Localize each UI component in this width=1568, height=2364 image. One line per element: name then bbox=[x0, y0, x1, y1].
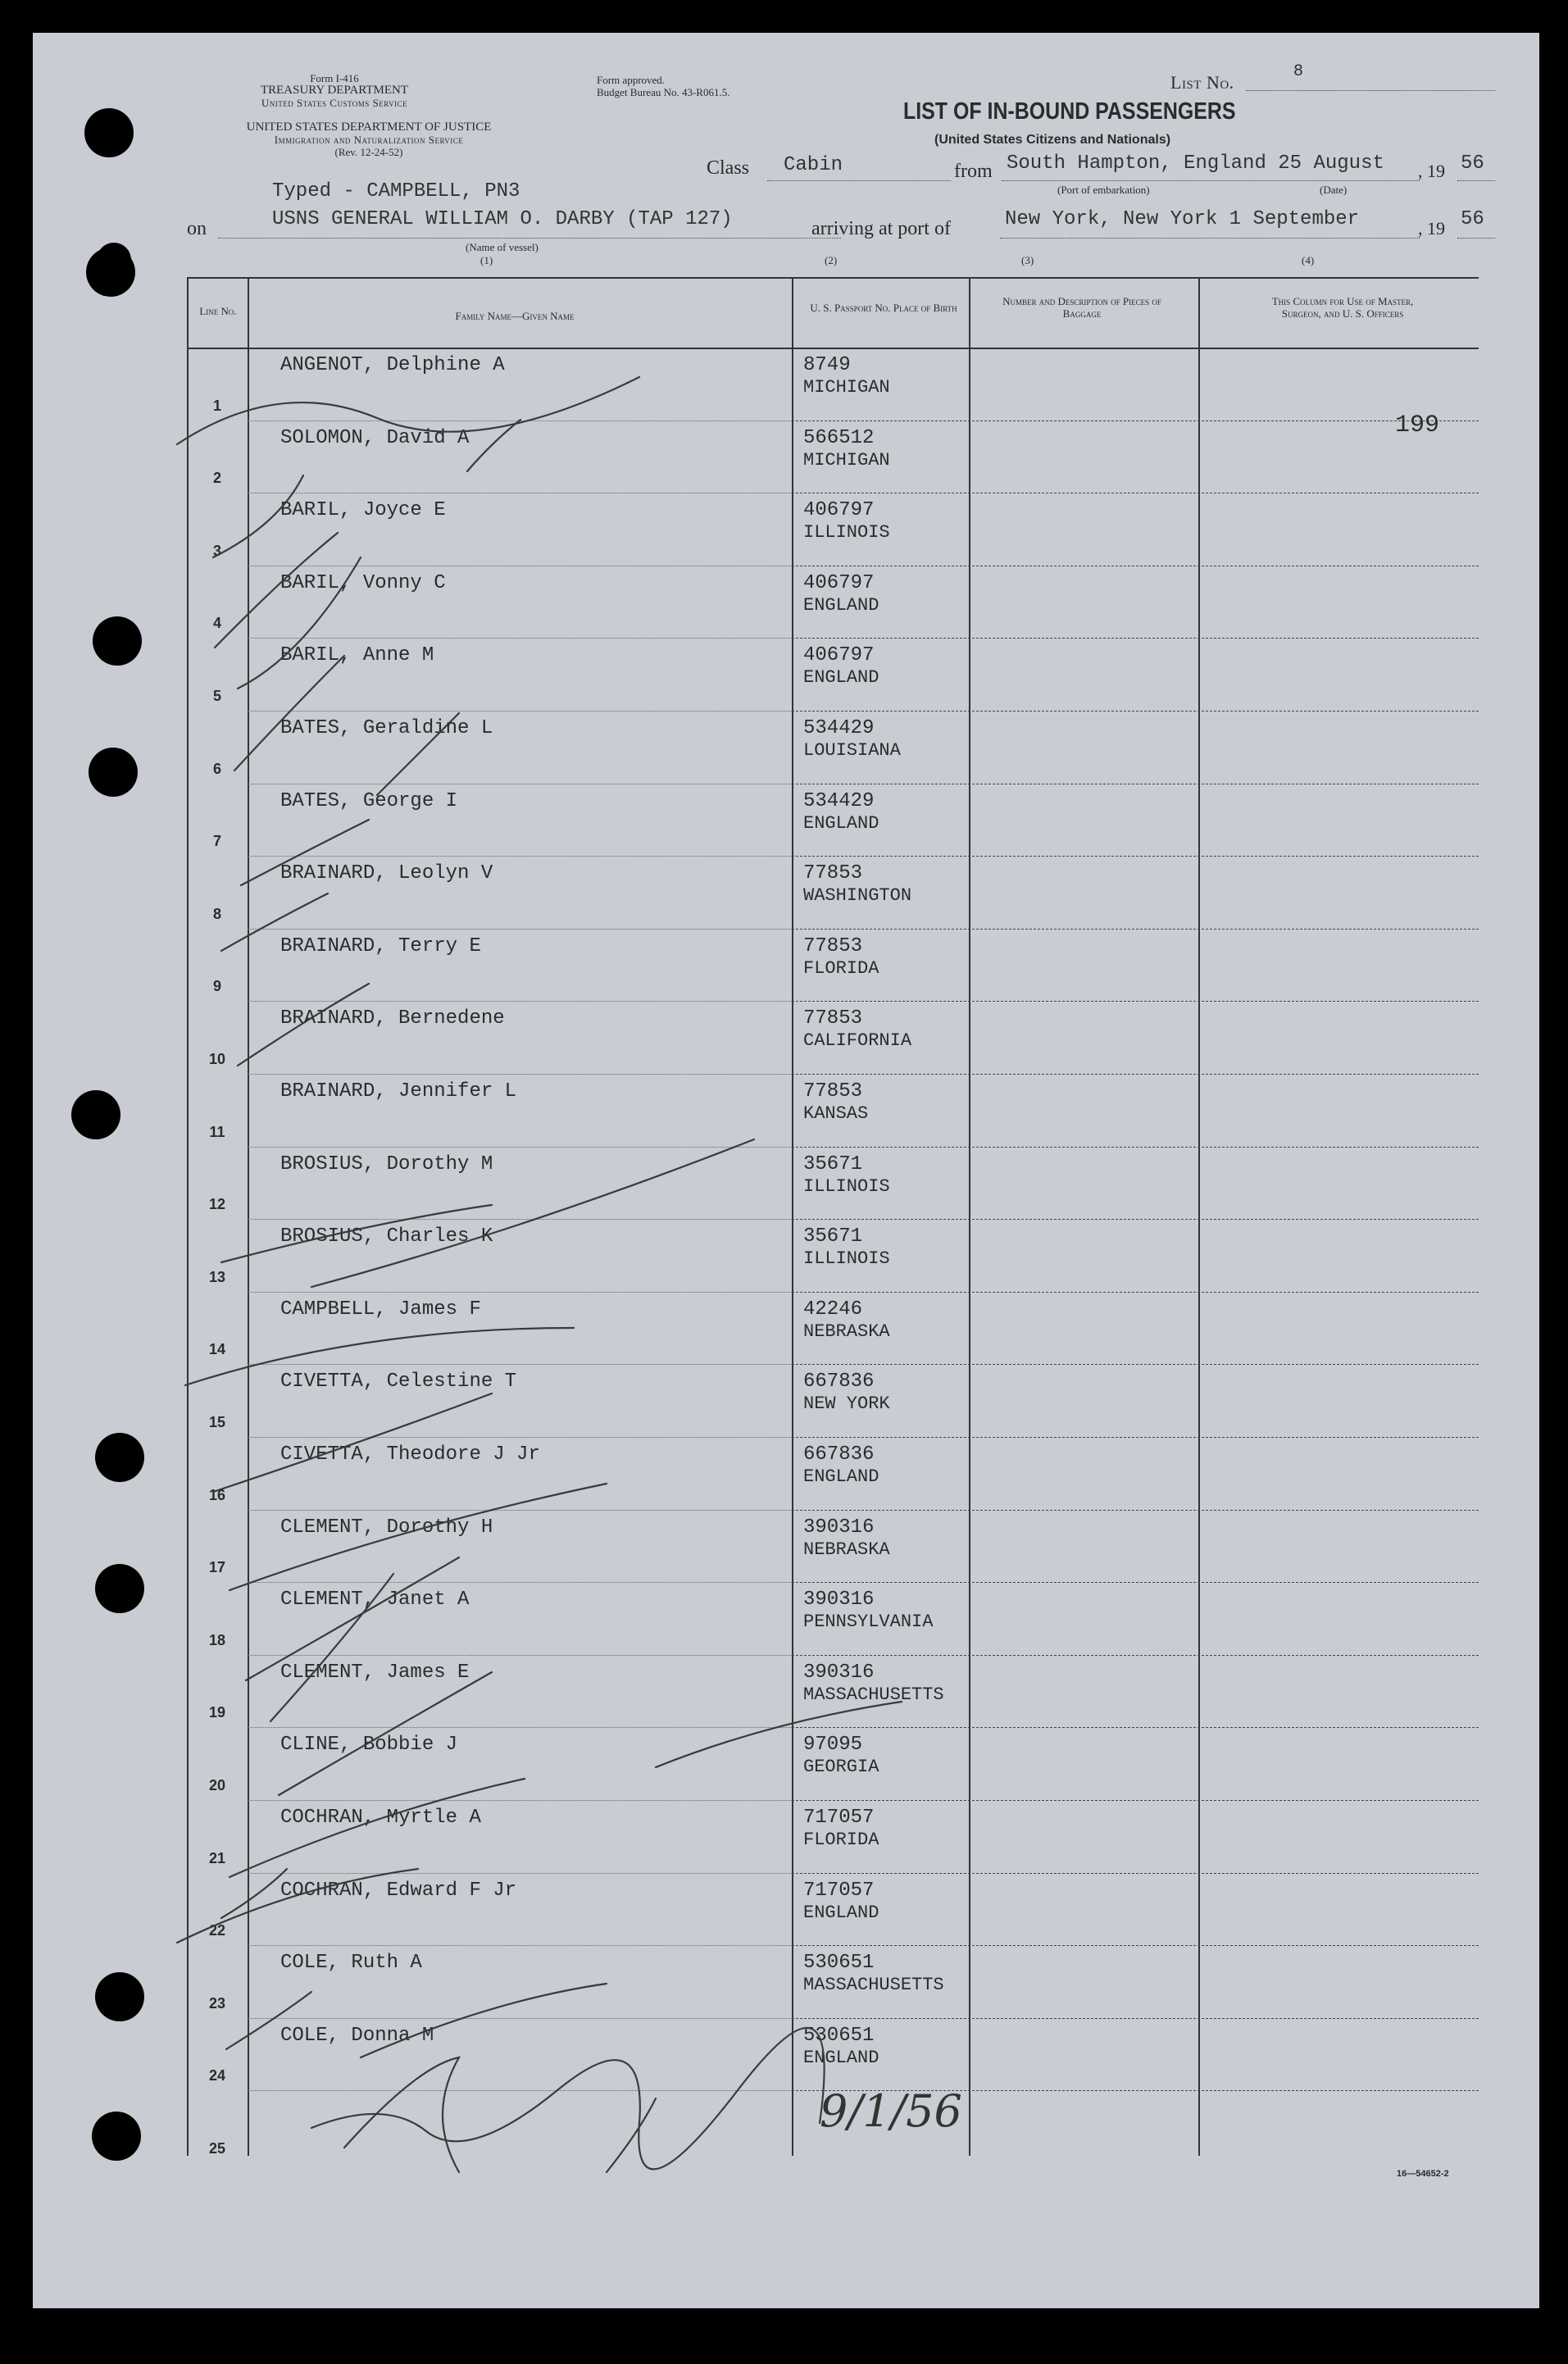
arrival-year: 56 bbox=[1461, 208, 1484, 230]
line-number: 14 bbox=[208, 1341, 226, 1358]
place-of-birth: GEORGIA bbox=[803, 1757, 879, 1778]
place-of-birth: NEW YORK bbox=[803, 1393, 890, 1415]
passport-number: 717057 bbox=[803, 1879, 875, 1902]
passenger-name: BARIL, Joyce E bbox=[280, 499, 446, 522]
passenger-name: BRAINARD, Terry E bbox=[280, 934, 481, 957]
from-label: from bbox=[954, 161, 993, 182]
class-value: Cabin bbox=[784, 154, 843, 176]
passenger-name: COLE, Ruth A bbox=[280, 1952, 422, 1975]
arriving-col-number: (2) bbox=[825, 254, 838, 266]
passenger-name: CAMPBELL, James F bbox=[280, 1298, 481, 1321]
passenger-name: BARIL, Anne M bbox=[280, 644, 434, 667]
place-of-birth: KANSAS bbox=[803, 1103, 869, 1124]
page-subtitle: (United States Citizens and Nationals) bbox=[934, 133, 1171, 147]
passenger-name: ANGENOT, Delphine A bbox=[280, 354, 505, 376]
line-number: 10 bbox=[208, 1050, 226, 1067]
passport-number: 77853 bbox=[803, 862, 863, 885]
place-of-birth: ENGLAND bbox=[803, 1902, 879, 1923]
check-mark bbox=[213, 1393, 492, 1492]
arrival-year-prefix: , 19 bbox=[1418, 218, 1445, 239]
passenger-name: BRAINARD, Jennifer L bbox=[280, 1080, 517, 1102]
place-of-birth: NEBRASKA bbox=[803, 1321, 890, 1342]
check-mark bbox=[230, 1779, 525, 1877]
line-number: 8 bbox=[212, 905, 221, 922]
place-of-birth: ENGLAND bbox=[803, 1466, 879, 1487]
place-of-birth: LOUISIANA bbox=[803, 740, 901, 761]
check-mark bbox=[221, 893, 328, 951]
place-of-birth: MASSACHUSETTS bbox=[803, 1684, 944, 1705]
from-year-prefix: , 19 bbox=[1418, 161, 1445, 181]
place-of-birth: MICHIGAN bbox=[803, 449, 890, 471]
vessel-value: USNS GENERAL WILLIAM O. DARBY (TAP 127) bbox=[272, 208, 733, 230]
line-number: 1 bbox=[212, 397, 221, 414]
line-number: 5 bbox=[212, 687, 221, 704]
passport-number: 390316 bbox=[803, 1516, 875, 1539]
place-of-birth: FLORIDA bbox=[803, 1830, 879, 1850]
passenger-name: BATES, George I bbox=[280, 789, 458, 812]
list-no-value: 8 bbox=[1293, 62, 1304, 81]
place-of-birth: ILLINOIS bbox=[803, 1248, 890, 1270]
line-number: 21 bbox=[208, 1849, 226, 1866]
form-approval: Form approved. Budget Bureau No. 43-R061.5. bbox=[597, 74, 730, 98]
passenger-name: COCHRAN, Myrtle A bbox=[280, 1807, 481, 1829]
passport-number: 717057 bbox=[803, 1807, 875, 1829]
place-of-birth: FLORIDA bbox=[803, 957, 879, 979]
check-mark bbox=[656, 1702, 902, 1767]
check-mark bbox=[361, 1984, 607, 2057]
passport-number: 530651 bbox=[803, 1952, 875, 1975]
check-mark bbox=[311, 1139, 754, 1287]
embark-caption: (Port of embarkation) bbox=[1057, 184, 1150, 196]
date-caption: (Date) bbox=[1320, 184, 1348, 196]
line-number: 22 bbox=[208, 1922, 226, 1939]
passenger-name: CLEMENT, Janet A bbox=[280, 1589, 470, 1612]
passport-number: 77853 bbox=[803, 934, 863, 957]
col-header-passport: U. S. Passport No. Place of Birth bbox=[810, 302, 957, 314]
line-number: 3 bbox=[212, 542, 221, 559]
check-mark bbox=[238, 984, 369, 1066]
page-title: LIST OF IN-BOUND PASSENGERS bbox=[903, 98, 1236, 125]
check-mark bbox=[226, 1992, 311, 2049]
check-mark bbox=[238, 557, 361, 689]
place-of-birth: ENGLAND bbox=[803, 812, 879, 834]
line-number: 11 bbox=[209, 1123, 225, 1140]
col3-number: (3) bbox=[1021, 254, 1034, 266]
footer-code: 16—54652-2 bbox=[1397, 2169, 1449, 2179]
class-label: Class bbox=[707, 157, 750, 179]
place-of-birth: CALIFORNIA bbox=[803, 1030, 912, 1052]
line-number: 18 bbox=[208, 1631, 226, 1648]
signature-scrawl bbox=[607, 2098, 656, 2172]
arriving-label: arriving at port of bbox=[811, 218, 951, 239]
check-mark bbox=[213, 475, 303, 557]
place-of-birth: MICHIGAN bbox=[803, 377, 890, 398]
signature-date: 9/1/56 bbox=[820, 2085, 962, 2137]
handwritten-marks bbox=[33, 33, 1539, 2308]
place-of-birth: ILLINOIS bbox=[803, 522, 890, 543]
passport-number: 42246 bbox=[803, 1298, 863, 1321]
passenger-name: BROSIUS, Dorothy M bbox=[280, 1152, 493, 1175]
line-number: 12 bbox=[208, 1196, 226, 1213]
passport-number: 390316 bbox=[803, 1589, 875, 1612]
place-of-birth: WASHINGTON bbox=[803, 885, 912, 907]
check-mark bbox=[234, 656, 344, 771]
line-number: 23 bbox=[208, 1994, 226, 2012]
check-mark bbox=[185, 1328, 574, 1385]
passenger-name: BROSIUS, Charles K bbox=[280, 1225, 493, 1248]
check-mark bbox=[377, 713, 459, 795]
check-mark bbox=[241, 820, 369, 885]
passenger-name: BATES, Geraldine L bbox=[280, 717, 493, 739]
signature-scrawl bbox=[311, 2028, 825, 2169]
check-mark bbox=[177, 1869, 418, 1943]
passport-number: 390316 bbox=[803, 1661, 875, 1684]
passenger-name: SOLOMON, David A bbox=[280, 426, 470, 449]
check-mark bbox=[230, 1484, 607, 1590]
passenger-name: COCHRAN, Edward F Jr bbox=[280, 1879, 517, 1902]
line-number: 6 bbox=[212, 760, 221, 777]
form-number: Form I-416 TREASURY DEPARTMENT United States Customs Service bbox=[260, 72, 409, 109]
passenger-manifest-page bbox=[33, 33, 1539, 2308]
check-mark bbox=[279, 1672, 492, 1795]
passenger-name: CLINE, Bobbie J bbox=[280, 1734, 458, 1757]
vessel-caption: (Name of vessel) bbox=[466, 241, 539, 253]
line-number: 17 bbox=[208, 1559, 226, 1576]
line-number: 16 bbox=[208, 1486, 226, 1503]
typed-note: Typed - CAMPBELL, PN3 bbox=[272, 180, 520, 202]
passport-number: 534429 bbox=[803, 789, 875, 812]
line-number: 4 bbox=[212, 615, 221, 632]
passenger-name: BRAINARD, Bernedene bbox=[280, 1007, 505, 1030]
passenger-name: CLEMENT, Dorothy H bbox=[280, 1516, 493, 1539]
place-of-birth: PENNSYLVANIA bbox=[803, 1612, 934, 1633]
line-number: 7 bbox=[212, 833, 221, 850]
check-mark bbox=[246, 1557, 459, 1680]
passenger-name: CLEMENT, James E bbox=[280, 1661, 470, 1684]
place-of-birth: ENGLAND bbox=[803, 594, 879, 616]
place-of-birth: ILLINOIS bbox=[803, 1175, 890, 1197]
place-of-birth: NEBRASKA bbox=[803, 1539, 890, 1560]
passport-number: 530651 bbox=[803, 2024, 875, 2047]
passport-number: 35671 bbox=[803, 1152, 863, 1175]
passport-number: 406797 bbox=[803, 499, 875, 522]
place-of-birth: ENGLAND bbox=[803, 2047, 879, 2068]
passenger-name: BARIL, Vonny C bbox=[280, 571, 446, 594]
line-number: 24 bbox=[208, 2067, 226, 2084]
passenger-name: CIVETTA, Celestine T bbox=[280, 1371, 517, 1393]
line-number: 15 bbox=[208, 1413, 226, 1430]
doj-block: UNITED STATES DEPARTMENT OF JUSTICE Immigration and Naturalization Service (Rev. 12-24-52) bbox=[246, 120, 492, 158]
line-number: 13 bbox=[208, 1268, 226, 1285]
col-header-baggage: Number and Description of Pieces of Baggage bbox=[1002, 295, 1161, 320]
passenger-name: BRAINARD, Leolyn V bbox=[280, 862, 493, 885]
embark-year: 56 bbox=[1461, 152, 1484, 175]
passport-number: 667836 bbox=[803, 1371, 875, 1393]
list-no-label: List No. bbox=[1170, 72, 1234, 93]
passport-number: 35671 bbox=[803, 1225, 863, 1248]
col4-number: (4) bbox=[1302, 254, 1315, 266]
col-header-officers: This Column for Use of Master, Surgeon, and U. S. Officers bbox=[1271, 295, 1414, 320]
officer-note: 199 bbox=[1395, 411, 1440, 439]
arrival-value: New York, New York 1 September bbox=[1005, 208, 1360, 230]
place-of-birth: MASSACHUSETTS bbox=[803, 1975, 944, 1996]
line-number: 19 bbox=[208, 1704, 226, 1721]
passport-number: 667836 bbox=[803, 1443, 875, 1466]
passport-number: 566512 bbox=[803, 426, 875, 449]
passenger-name: COLE, Donna M bbox=[280, 2024, 434, 2047]
line-number: 20 bbox=[208, 1776, 226, 1793]
passport-number: 77853 bbox=[803, 1007, 863, 1030]
line-number: 25 bbox=[208, 2139, 226, 2157]
col-header-line-no: Line No. bbox=[199, 305, 237, 317]
passport-number: 8749 bbox=[803, 354, 851, 376]
passport-number: 406797 bbox=[803, 644, 875, 667]
passport-number: 534429 bbox=[803, 717, 875, 739]
check-mark bbox=[215, 533, 338, 648]
place-of-birth: ENGLAND bbox=[803, 667, 879, 689]
passport-number: 97095 bbox=[803, 1734, 863, 1757]
check-mark bbox=[177, 377, 639, 444]
col-header-name: Family Name—Given Name bbox=[455, 310, 575, 322]
passenger-name: CIVETTA, Theodore J Jr bbox=[280, 1443, 540, 1466]
passport-number: 406797 bbox=[803, 571, 875, 594]
passport-number: 77853 bbox=[803, 1080, 863, 1102]
on-label: on bbox=[187, 218, 207, 239]
line-number: 9 bbox=[212, 978, 221, 995]
embark-value: South Hampton, England 25 August bbox=[1007, 152, 1384, 175]
line-number: 2 bbox=[212, 470, 221, 487]
check-mark bbox=[221, 1205, 492, 1262]
check-mark bbox=[270, 1574, 393, 1721]
vessel-col-number: (1) bbox=[480, 254, 493, 266]
